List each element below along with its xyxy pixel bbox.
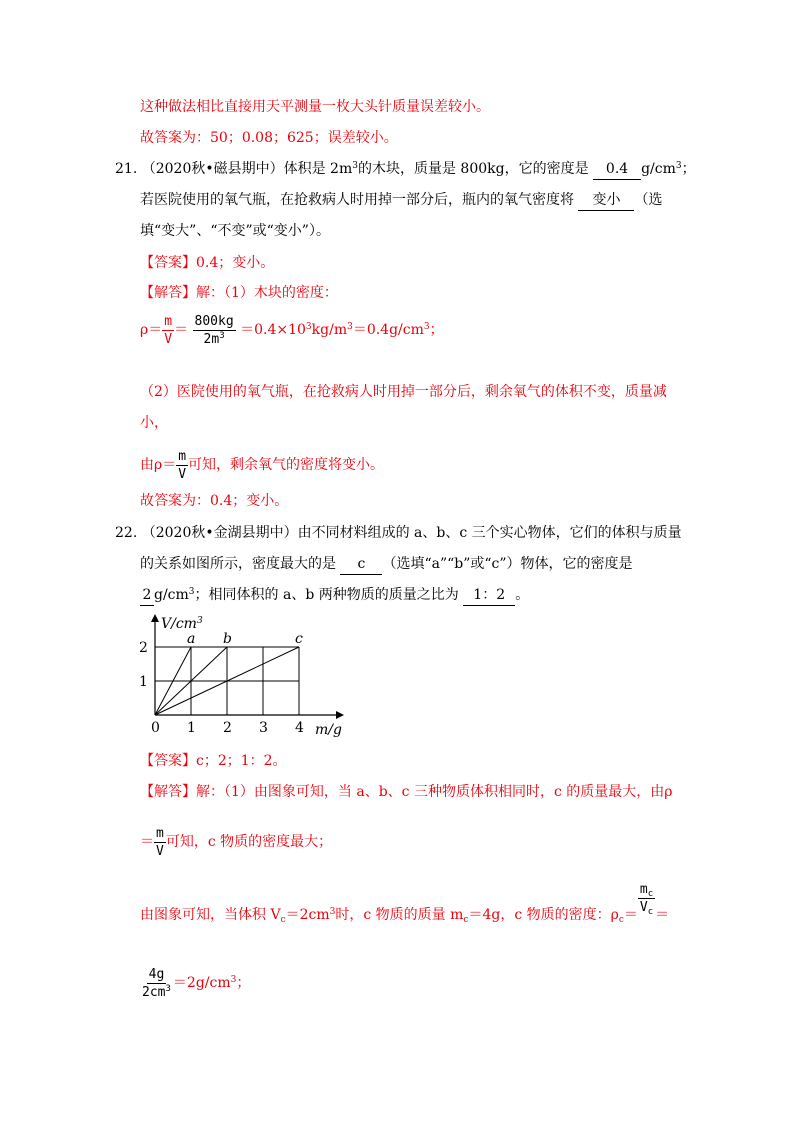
q21-solution-2b: 小， <box>140 415 168 431</box>
q21-blank-2: 变小 <box>578 190 634 211</box>
series-label-b: b <box>223 631 232 647</box>
q22-answer <box>140 751 287 771</box>
num-text: m <box>639 881 648 897</box>
sub: c <box>618 915 624 925</box>
fraction-800-over-2m3 <box>193 313 236 348</box>
prev-answer-line: 故答案为：50；0.08；625；误差较小。 <box>140 130 398 146</box>
solution-text: ＝4g，c 物质的密度：ρ <box>468 907 619 923</box>
volume-mass-graph <box>135 612 350 740</box>
solution-tag: 【解答】 <box>140 784 196 800</box>
q21-text: （选 <box>634 192 663 208</box>
solution-text: ； <box>236 975 251 991</box>
tick-labels <box>139 640 304 736</box>
numerator: 4g <box>148 966 165 982</box>
q21-answer <box>140 253 274 273</box>
sub: c <box>280 915 286 925</box>
denominator: V <box>164 331 173 347</box>
solution-text: 时，c 物质的质量 m <box>335 907 464 923</box>
series-label-a: a <box>187 631 196 647</box>
y-tick-label: 1 <box>139 674 148 690</box>
q22-text: ；相同体积的 a、b 两种物质的质量之比为 <box>194 587 459 603</box>
fraction-m-over-v <box>176 448 188 483</box>
sup: 3 <box>423 322 430 332</box>
q21-solution-3 <box>140 445 384 485</box>
x-tick-label: 3 <box>259 720 268 736</box>
sup: 3 <box>675 161 682 171</box>
sup: 3 <box>305 322 312 332</box>
result: ＝0.4×10 <box>240 322 306 338</box>
sup: 3 <box>165 983 171 994</box>
sup: 3 <box>329 907 336 917</box>
sup: 3 <box>347 322 353 332</box>
solution-text: 可知，c 物质的密度最大； <box>165 834 333 850</box>
prev-line-1: 这种做法相比直接用天平测量一枚大头针质量误差较小。 <box>140 99 490 115</box>
numerator: m <box>164 313 173 329</box>
equals: ＝ <box>655 907 670 923</box>
numerator <box>638 881 655 899</box>
answer-text: c；2；1：2。 <box>196 753 287 769</box>
q21-number: 21. <box>115 161 138 177</box>
numerator: m <box>178 448 187 464</box>
q21-text: 体积是 2m <box>283 161 353 177</box>
answer-tag: 【答案】 <box>140 255 196 271</box>
q21-blank-1: 0.4 <box>593 159 641 180</box>
q22-solution-4 <box>140 963 250 1003</box>
q21-source: （2020秋•磁县期中） <box>141 161 284 177</box>
solution-text: 可知，剩余氧气的密度将变小。 <box>188 457 385 473</box>
q22-number: 22. <box>115 525 138 541</box>
answer-tag: 【答案】 <box>140 753 196 769</box>
den-text: 2m <box>203 331 220 347</box>
sub: c <box>647 888 654 899</box>
solution-text: 由图象可知，当体积 V <box>140 907 281 923</box>
answer-text: 0.4；变小。 <box>196 255 275 271</box>
result: ＝0.4g/cm <box>352 322 424 338</box>
denominator: V <box>156 843 164 859</box>
q21-solution-2: （2）医院使用的氧气瓶，在抢救病人时用掉一部分后，剩余氧气的体积不变，质量减 <box>140 384 667 400</box>
q22-text: g/cm <box>154 587 189 603</box>
q22-line-2 <box>140 554 633 575</box>
rho-equals: ρ＝ <box>140 322 163 338</box>
q21-final: 故答案为：0.4；变小。 <box>140 493 289 509</box>
solution-text: ＝2cm <box>285 907 330 923</box>
denominator <box>638 899 655 916</box>
x-tick-label: 1 <box>187 720 196 736</box>
q22-source: （2020秋•金湖县期中） <box>141 525 298 541</box>
result: kg/m <box>311 322 348 338</box>
y-tick-label: 2 <box>139 640 148 656</box>
denominator: V <box>178 466 187 482</box>
q21-solution <box>140 283 338 303</box>
solution-text: ＝2g/cm <box>172 975 231 991</box>
equals: ＝ <box>174 322 189 338</box>
x-tick-label: 4 <box>295 720 304 736</box>
sup: 3 <box>219 330 225 341</box>
solution-text: ＝ <box>140 834 154 850</box>
solution-text: 解：（1）木块的密度： <box>196 285 338 301</box>
den-text: V <box>639 899 648 915</box>
q22-blank-3: 1：2 <box>463 585 515 606</box>
fraction-m-over-v <box>154 825 166 860</box>
q22-blank-2: 2 <box>140 585 154 606</box>
numerator: 800kg <box>194 313 234 329</box>
result: ； <box>429 322 444 338</box>
denominator <box>140 984 173 1001</box>
x-tick-label: 2 <box>223 720 232 736</box>
fraction-mc-over-vc <box>638 881 655 916</box>
q21-line-3: 填“变大”、“不变”或“变小”）。 <box>140 223 330 239</box>
sub: c <box>647 906 654 917</box>
x-tick-label: 0 <box>151 720 160 736</box>
q21-text: ； <box>681 161 696 177</box>
fraction-4g-over-2cm3 <box>140 966 173 1001</box>
sup: 3 <box>188 587 195 597</box>
q22-line-1 <box>115 523 682 543</box>
q21-line-2 <box>140 190 662 211</box>
denominator <box>202 331 227 348</box>
q22-solution-3 <box>140 881 670 937</box>
q22-text: 由不同材料组成的 a、b、c 三个实心物体，它们的体积与质量 <box>297 525 682 541</box>
q22-blank-1: c <box>340 554 382 575</box>
solution-tag: 【解答】 <box>140 285 196 301</box>
q21-text: 的木块，质量是 800kg，它的密度是 <box>357 161 589 177</box>
fraction-m-over-v <box>162 313 174 348</box>
q22-text: 的关系如图所示，密度最大的是 <box>140 556 336 572</box>
x-axis-label: m/g <box>315 722 342 738</box>
q22-text: （选填“a”“b”或“c”）物体，它的密度是 <box>382 556 633 572</box>
sub: c <box>463 915 469 925</box>
y-axis-label: $V/cm^3$ <box>161 616 203 632</box>
solution-text: ＝ <box>623 907 638 923</box>
q22-solution-2 <box>140 822 332 862</box>
sup: 3 <box>352 161 358 171</box>
q21-line-1 <box>115 159 696 180</box>
numerator: m <box>156 825 164 841</box>
q21-text: 若医院使用的氧气瓶，在抢救病人时用掉一部分后，瓶内的氧气密度将 <box>140 192 574 208</box>
solution-text: 解：（1）由图象可知，当 a、b、c 三种物质体积相同时，c 的质量最大，由ρ <box>196 784 673 800</box>
series-labels <box>187 631 303 647</box>
q22-line-3 <box>140 585 529 606</box>
series-label-c: c <box>295 631 303 647</box>
q22-solution-1 <box>140 782 672 802</box>
q21-text: g/cm <box>641 161 676 177</box>
sup: 3 <box>230 975 237 985</box>
q22-text: 。 <box>515 587 530 603</box>
den-text: 2cm <box>142 984 166 1000</box>
solution-text: 由ρ＝ <box>140 457 177 473</box>
q21-formula <box>140 310 444 350</box>
